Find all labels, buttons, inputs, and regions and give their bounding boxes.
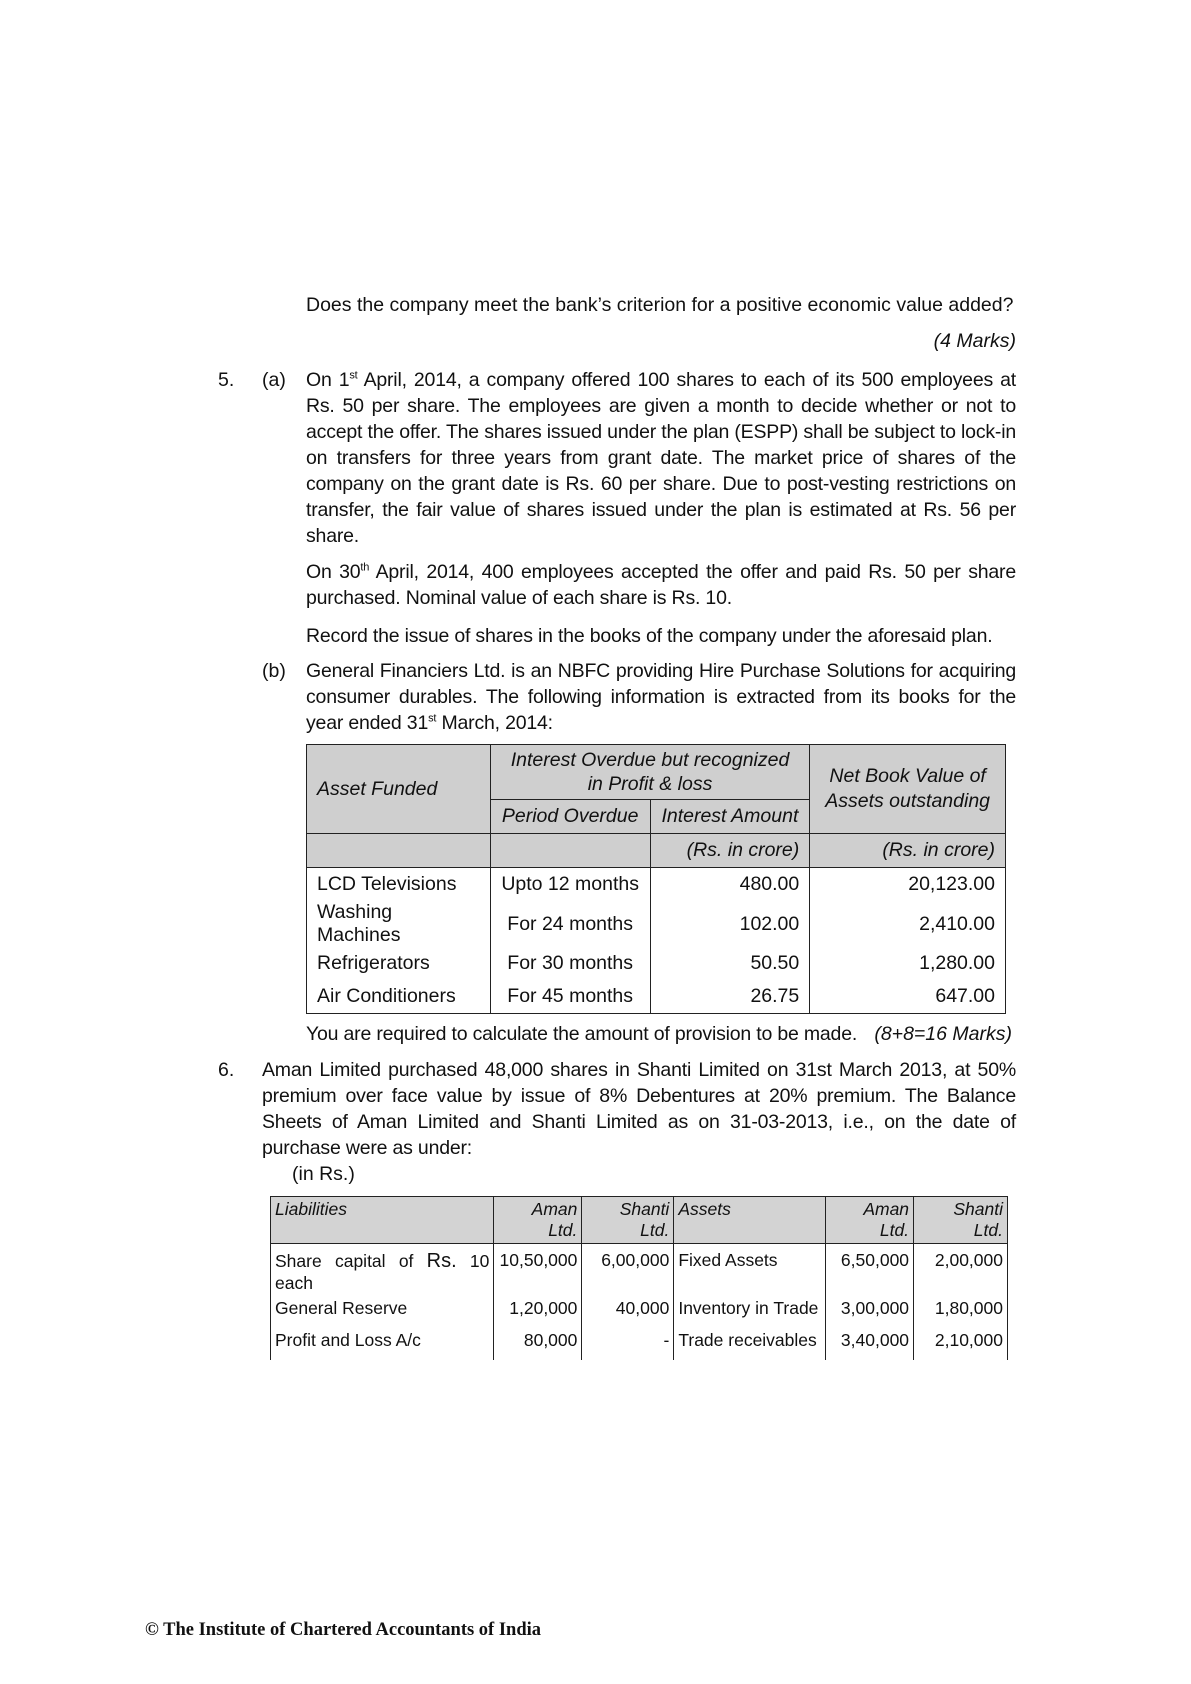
- balance-sheet-table: [270, 1196, 1008, 1360]
- table-row: [307, 901, 1006, 947]
- period-overdue: For 24 months: [490, 901, 650, 947]
- table-row: [307, 947, 1006, 980]
- q5b-required: You are required to calculate the amount of provision to be made.: [306, 1023, 858, 1045]
- asset-shanti: 1,80,000: [914, 1296, 1008, 1328]
- footer-copyright: © The Institute of Chartered Accountants of India: [145, 1620, 542, 1640]
- q5a-paragraph-2: On 30th April, 2014, 400 employees accepted the offer and paid Rs. 50 per share purchased. Nominal value of each share is Rs. 10.: [306, 561, 1016, 609]
- q6-text: Aman Limited purchased 48,000 shares in Shanti Limited on 31st March 2013, at 50% premium over face value by issue of 8% Debentures at 20% premium. The Balance Sheets of Aman Limited and Shanti Limited as on 31-03-2013, i.e., on the date of purchase were as under:: [262, 1059, 1016, 1159]
- q4-marks: (4 Marks): [933, 330, 1016, 352]
- table-row: [307, 868, 1006, 902]
- liability-name: Share capital of Rs. 10 each: [271, 1244, 494, 1297]
- q4-tail-text: Does the company meet the bank’s criterion for a positive economic value added?: [306, 294, 1014, 316]
- net-book-value: 20,123.00: [810, 868, 1006, 902]
- header-shanti: Shanti Ltd.: [582, 1197, 674, 1244]
- header-interest-amount: Interest Amount: [650, 800, 810, 834]
- header-assets: Assets: [674, 1197, 826, 1244]
- interest-amount: 102.00: [650, 901, 810, 947]
- asset-shanti: 2,10,000: [914, 1328, 1008, 1360]
- liability-name: Profit and Loss A/c: [271, 1328, 494, 1360]
- table-row: [271, 1328, 1008, 1360]
- asset-name: Trade receivables: [674, 1328, 826, 1360]
- asset-name: Washing Machines: [307, 901, 491, 947]
- header-aman: Aman Ltd.: [494, 1197, 582, 1244]
- net-book-value: 1,280.00: [810, 947, 1006, 980]
- period-overdue: For 30 months: [490, 947, 650, 980]
- header-aman-assets: Aman Ltd.: [826, 1197, 914, 1244]
- header-net-book-value: Net Book Value of Assets outstanding: [810, 745, 1006, 834]
- table-header-row: [271, 1197, 1008, 1244]
- asset-aman: 3,00,000: [826, 1296, 914, 1328]
- asset-name: Inventory in Trade: [674, 1296, 826, 1328]
- period-overdue: Upto 12 months: [490, 868, 650, 902]
- table-row: [307, 980, 1006, 1014]
- liability-shanti: -: [582, 1328, 674, 1360]
- net-book-value: 647.00: [810, 980, 1006, 1014]
- asset-name: LCD Televisions: [307, 868, 491, 902]
- liability-shanti: 40,000: [582, 1296, 674, 1328]
- q6-unit: (in Rs.): [292, 1163, 355, 1185]
- liability-aman: 1,20,000: [494, 1296, 582, 1328]
- q5-number: 5.: [218, 369, 235, 391]
- asset-aman: 3,40,000: [826, 1328, 914, 1360]
- unit-interest: (Rs. in crore): [650, 834, 810, 868]
- header-interest-overdue: Interest Overdue but recognized in Profit & loss: [490, 745, 809, 800]
- asset-name: Fixed Assets: [674, 1244, 826, 1297]
- unit-cell-empty: [307, 834, 491, 868]
- npa-table: [306, 744, 1006, 1014]
- header-asset-funded: Asset Funded: [307, 745, 491, 834]
- net-book-value: 2,410.00: [810, 901, 1006, 947]
- table-row: [271, 1296, 1008, 1328]
- liability-aman: 80,000: [494, 1328, 582, 1360]
- q5a-paragraph-3: Record the issue of shares in the books of the company under the aforesaid plan.: [306, 625, 993, 647]
- q5a-label: (a): [262, 369, 286, 391]
- q5a-paragraph-1: On 1st April, 2014, a company offered 100 shares to each of its 500 employees at Rs. 50 per share. The employees are given a month to decide whether or not to accept the offer. The shares issued under the plan (ESPP) shall be subject to lock-in on transfers for three years from grant date. The market price of shares of the company on the grant date is Rs. 60 per share. Due to post-vesting restrictions on transfer, the fair value of shares issued under the plan is estimated at Rs. 56 per share.: [306, 369, 1016, 547]
- asset-name: Refrigerators: [307, 947, 491, 980]
- interest-amount: 480.00: [650, 868, 810, 902]
- unit-cell-empty: [490, 834, 650, 868]
- header-period-overdue: Period Overdue: [490, 800, 650, 834]
- period-overdue: For 45 months: [490, 980, 650, 1014]
- interest-amount: 50.50: [650, 947, 810, 980]
- table-row: [271, 1244, 1008, 1297]
- header-liabilities: Liabilities: [271, 1197, 494, 1244]
- liability-shanti: 6,00,000: [582, 1244, 674, 1297]
- liability-aman: 10,50,000: [494, 1244, 582, 1297]
- asset-aman: 6,50,000: [826, 1244, 914, 1297]
- q5-marks: (8+8=16 Marks): [874, 1023, 1012, 1045]
- liability-name: General Reserve: [271, 1296, 494, 1328]
- asset-name: Air Conditioners: [307, 980, 491, 1014]
- unit-nbv: (Rs. in crore): [810, 834, 1006, 868]
- interest-amount: 26.75: [650, 980, 810, 1014]
- header-shanti-assets: Shanti Ltd.: [914, 1197, 1008, 1244]
- q5b-label: (b): [262, 660, 286, 682]
- q5b-intro: General Financiers Ltd. is an NBFC providing Hire Purchase Solutions for acquiring consumer durables. The following information is extracted from its books for the year ended 31st March, 2014:: [306, 660, 1016, 734]
- q6-number: 6.: [218, 1059, 235, 1081]
- asset-shanti: 2,00,000: [914, 1244, 1008, 1297]
